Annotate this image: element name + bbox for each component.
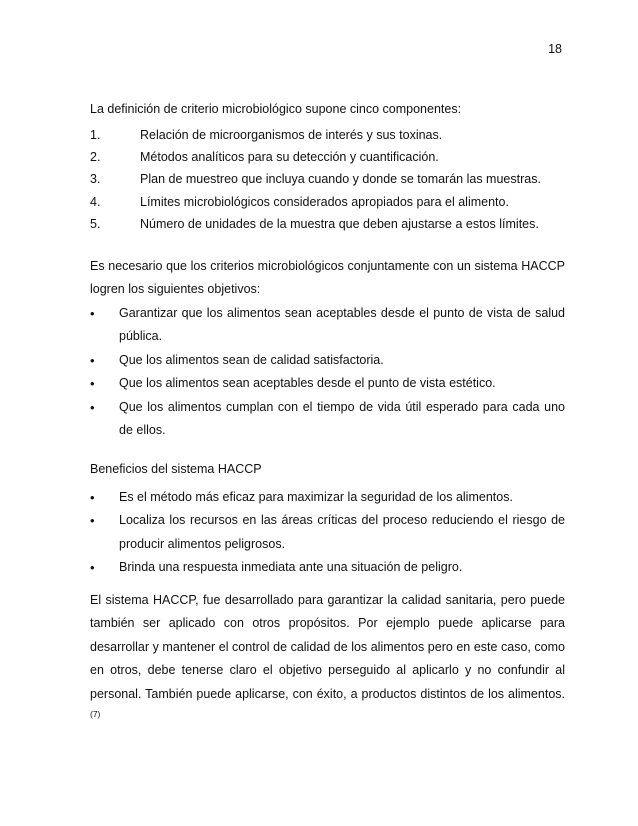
bullet-icon: • [90, 489, 95, 505]
objective-text: Que los alimentos cumplan con el tiempo de vida útil esperado para cada uno de ellos. [119, 399, 565, 438]
objectives-paragraph: Es necesario que los criterios microbiológicos conjuntamente con un sistema HACCP logren los siguientes objetivos: [90, 258, 565, 297]
document-body [90, 100, 565, 730]
bullet-icon: • [90, 376, 95, 392]
component-item [90, 170, 565, 192]
objective-text: Garantizar que los alimentos sean aceptables desde el punto de vista de salud pública. [119, 305, 565, 344]
objective-text: Que los alimentos sean aceptables desde el punto de vista estético. [119, 376, 496, 391]
citation-ref: (7) [90, 709, 101, 720]
benefits-heading: Beneficios del sistema HACCP [90, 461, 262, 476]
component-number: 4. [90, 194, 101, 209]
components-intro: La definición de criterio microbiológico supone cinco componentes: [90, 102, 462, 116]
component-text: Número de unidades de la muestra que deben ajustarse a estos límites. [140, 216, 539, 231]
objective-item [90, 372, 565, 396]
page-number: 18 [548, 42, 562, 56]
objective-item [90, 302, 565, 349]
bullet-icon: • [90, 399, 95, 415]
closing-paragraph [90, 589, 565, 730]
component-number: 3. [90, 172, 101, 187]
component-item [90, 148, 565, 170]
bullet-icon: • [90, 560, 95, 576]
closing-text: El sistema HACCP, fue desarrollado para garantizar la calidad sanitaria, pero puede también ser aplicado con otros propósitos. Por ejemplo puede aplicarse para desarrollar y mantener el control de calidad de los alimentos pero en este caso, como en otros, debe tenerse claro el objetivo perseguido al aplicarlo y no confundir al personal. También puede aplicarse, con éxito, a productos distintos de los alimentos. [90, 592, 565, 701]
benefit-text: Localiza los recursos en las áreas críticas del proceso reduciendo el riesgo de producir alimentos peligrosos. [119, 513, 565, 551]
component-text: Límites microbiológicos considerados apropiados para el alimento. [140, 194, 509, 209]
objectives-list [90, 302, 565, 443]
objective-text: Que los alimentos sean de calidad satisfactoria. [119, 352, 384, 367]
bullet-icon: • [90, 513, 95, 529]
benefit-item [90, 509, 565, 556]
components-list [90, 126, 565, 237]
objective-item [90, 396, 565, 443]
component-number: 2. [90, 150, 101, 165]
component-text: Relación de microorganismos de interés y sus toxinas. [140, 128, 443, 142]
component-number: 1. [90, 128, 101, 142]
benefits-list [90, 486, 565, 580]
benefit-item [90, 556, 565, 580]
benefit-text: Brinda una respuesta inmediata ante una situación de peligro. [119, 560, 463, 575]
component-text: Plan de muestreo que incluya cuando y donde se tomarán las muestras. [140, 172, 541, 187]
component-item [90, 193, 565, 215]
component-number: 5. [90, 216, 101, 231]
benefit-item [90, 486, 565, 510]
bullet-icon: • [90, 305, 95, 321]
benefit-text: Es el método más eficaz para maximizar la seguridad de los alimentos. [119, 489, 513, 504]
component-item [90, 215, 565, 237]
component-item [90, 126, 565, 148]
component-text: Métodos analíticos para su detección y cuantificación. [140, 150, 439, 165]
bullet-icon: • [90, 352, 95, 368]
objective-item [90, 349, 565, 373]
